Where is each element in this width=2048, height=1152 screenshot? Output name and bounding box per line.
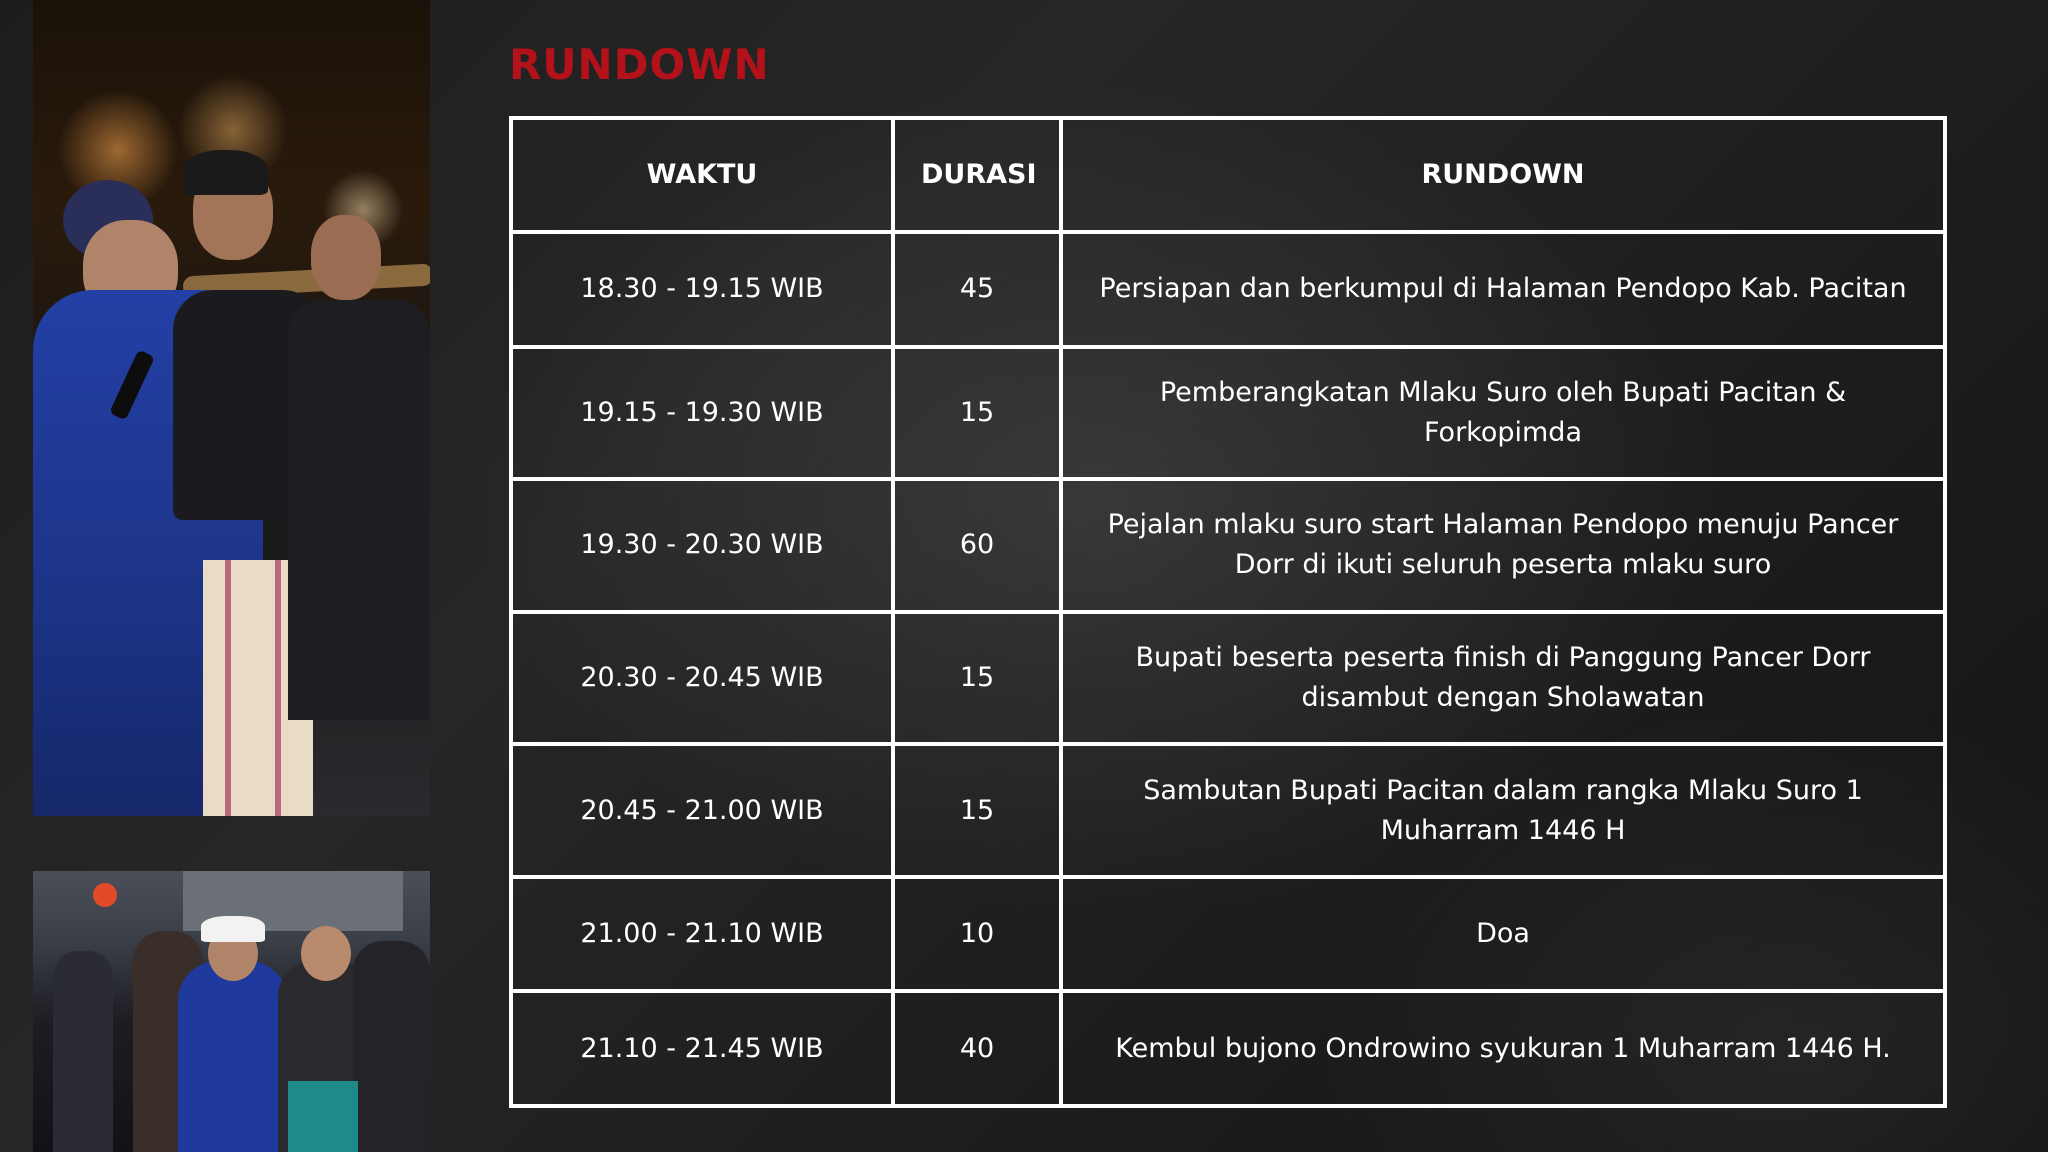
cell-durasi: 15 — [893, 612, 1061, 745]
cell-durasi: 45 — [893, 232, 1061, 347]
table-row — [511, 991, 1945, 1106]
table-row — [511, 612, 1945, 745]
cell-waktu: 20.30 - 20.45 WIB — [511, 612, 893, 745]
cell-rundown: Bupati beserta peserta finish di Panggung Pancer Dorr disambut dengan Sholawatan — [1061, 612, 1945, 745]
cell-waktu: 20.45 - 21.00 WIB — [511, 744, 893, 877]
cell-durasi: 40 — [893, 991, 1061, 1106]
cell-waktu: 21.10 - 21.45 WIB — [511, 991, 893, 1106]
cell-rundown: Pejalan mlaku suro start Halaman Pendopo menuju Pancer Dorr di ikuti seluruh peserta mlaku suro — [1061, 479, 1945, 612]
cell-waktu: 19.15 - 19.30 WIB — [511, 347, 893, 480]
table-header-row — [511, 118, 1945, 232]
ceremony-gong-photo — [33, 0, 430, 816]
cell-rundown: Persiapan dan berkumpul di Halaman Pendopo Kab. Pacitan — [1061, 232, 1945, 347]
cell-rundown: Doa — [1061, 877, 1945, 992]
rundown-table — [509, 116, 1947, 1108]
cell-waktu: 21.00 - 21.10 WIB — [511, 877, 893, 992]
cell-rundown: Kembul bujono Ondrowino syukuran 1 Muharram 1446 H. — [1061, 991, 1945, 1106]
page-title: RUNDOWN — [509, 40, 770, 89]
table-row — [511, 479, 1945, 612]
cell-durasi: 10 — [893, 877, 1061, 992]
procession-crowd-photo — [33, 871, 430, 1152]
cell-durasi: 60 — [893, 479, 1061, 612]
cell-waktu: 18.30 - 19.15 WIB — [511, 232, 893, 347]
table-row — [511, 232, 1945, 347]
cell-rundown: Pemberangkatan Mlaku Suro oleh Bupati Pacitan & Forkopimda — [1061, 347, 1945, 480]
table-row — [511, 347, 1945, 480]
cell-rundown: Sambutan Bupati Pacitan dalam rangka Mlaku Suro 1 Muharram 1446 H — [1061, 744, 1945, 877]
table-row — [511, 744, 1945, 877]
header-waktu: WAKTU — [511, 118, 893, 232]
table-row — [511, 877, 1945, 992]
cell-durasi: 15 — [893, 347, 1061, 480]
cell-waktu: 19.30 - 20.30 WIB — [511, 479, 893, 612]
header-rundown: RUNDOWN — [1061, 118, 1945, 232]
cell-durasi: 15 — [893, 744, 1061, 877]
header-durasi: DURASI — [893, 118, 1061, 232]
